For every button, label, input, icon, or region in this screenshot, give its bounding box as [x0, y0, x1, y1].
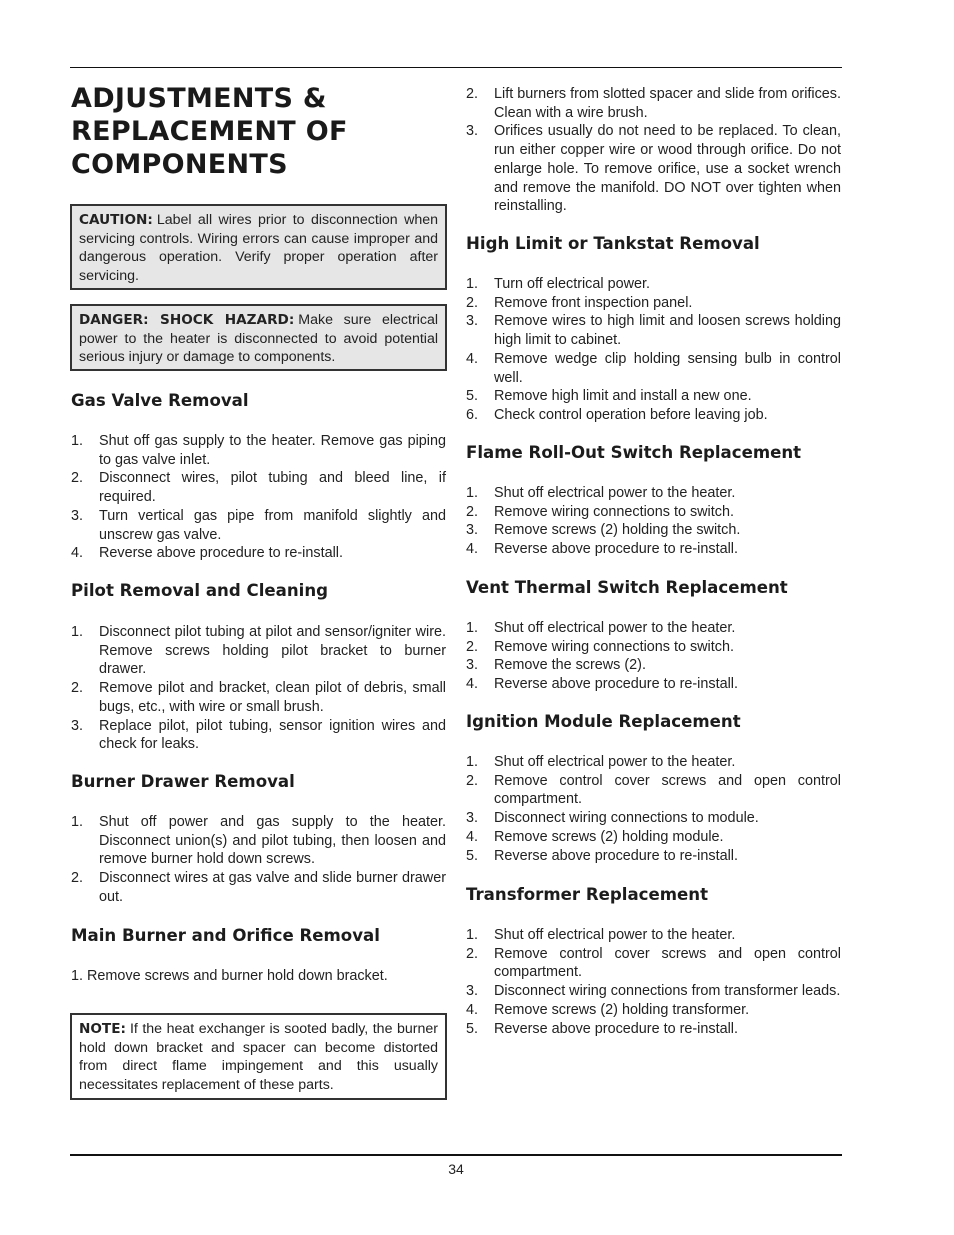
- step-number: 2.: [71, 680, 84, 697]
- step-text: Reverse above procedure to re-install.: [99, 545, 343, 562]
- step-item: [466, 828, 841, 847]
- step-item: [466, 772, 841, 809]
- gas-valve-steps: [71, 432, 446, 563]
- danger-text: Make sure electrical power to the heater is disconnected to avoid potential serious injury or damage to components.: [79, 312, 438, 366]
- step-item: [71, 469, 446, 506]
- step-item: [466, 982, 841, 1001]
- step-text: Turn vertical gas pipe from manifold slightly and unscrew gas valve.: [99, 507, 446, 543]
- step-text: Lift burners from slotted spacer and slide from orifices. Clean with a wire brush.: [494, 86, 841, 121]
- main-burner-step-1: 1. Remove screws and burner hold down bracket.: [71, 968, 388, 984]
- step-text: Remove control cover screws and open control compartment.: [494, 772, 841, 808]
- step-item: [466, 387, 841, 406]
- step-number: 1.: [466, 754, 479, 770]
- step-number: 3.: [71, 507, 84, 524]
- step-number: 1.: [71, 814, 84, 830]
- step-item: [71, 623, 446, 679]
- bottom-rule: [70, 1154, 842, 1156]
- step-number: 2.: [466, 86, 479, 102]
- note-box: [70, 1013, 447, 1100]
- step-number: 5.: [466, 1020, 479, 1037]
- step-number: 1.: [466, 485, 479, 501]
- step-item: [466, 275, 841, 294]
- flame-rollout-steps: [466, 484, 841, 559]
- ignition-heading: Ignition Module Replacement: [466, 712, 741, 731]
- step-text: Remove front inspection panel.: [494, 294, 693, 311]
- step-text: Orifices usually do not need to be replaced. To clean, run either copper wire or wood through orifice. Do not enlarge hole. To remove orifice, use a socket wrench and remove the manifold. DO NOT over tighten when reinstalling.: [494, 123, 841, 215]
- caution-label: CAUTION:: [79, 212, 153, 228]
- step-item: [466, 122, 841, 216]
- step-number: 1.: [466, 276, 479, 292]
- step-number: 4.: [466, 350, 479, 367]
- high-limit-steps: [466, 275, 841, 425]
- step-number: 3.: [466, 983, 479, 1000]
- transformer-steps: [466, 926, 841, 1038]
- gas-valve-heading: Gas Valve Removal: [71, 391, 249, 410]
- step-number: 3.: [466, 522, 479, 539]
- step-number: 4.: [466, 676, 479, 693]
- page-number: 34: [448, 1161, 464, 1177]
- step-text: Reverse above procedure to re-install.: [494, 847, 738, 864]
- step-number: 1.: [71, 624, 84, 640]
- step-text: Reverse above procedure to re-install.: [494, 541, 738, 558]
- pilot-steps: [71, 623, 446, 754]
- step-number: 3.: [71, 717, 84, 734]
- step-number: 2.: [466, 503, 479, 520]
- vent-thermal-steps: [466, 619, 841, 694]
- step-item: [71, 544, 446, 563]
- step-text: Remove wires to high limit and loosen screws holding high limit to cabinet.: [494, 313, 841, 349]
- step-item: [466, 638, 841, 657]
- step-item: [466, 619, 841, 638]
- step-item: [466, 540, 841, 559]
- step-number: 1.: [466, 620, 479, 636]
- danger-label: DANGER: SHOCK HAZARD:: [79, 312, 295, 328]
- step-item: [466, 312, 841, 349]
- step-item: [466, 85, 841, 122]
- note-label: NOTE:: [79, 1021, 126, 1037]
- step-text: Shut off electrical power to the heater.: [494, 754, 736, 770]
- step-item: [466, 753, 841, 772]
- step-text: Remove the screws (2).: [494, 657, 646, 674]
- step-item: [466, 350, 841, 387]
- step-item: [466, 675, 841, 694]
- vent-thermal-heading: Vent Thermal Switch Replacement: [466, 578, 788, 597]
- step-text: Remove pilot and bracket, clean pilot of debris, small bugs, etc., with wire or small brush.: [99, 680, 446, 715]
- step-number: 2.: [71, 870, 84, 887]
- step-text: Remove screws (2) holding transformer.: [494, 1001, 750, 1018]
- step-text: Shut off electrical power to the heater.: [494, 485, 736, 501]
- step-text: Remove screws (2) holding the switch.: [494, 522, 741, 539]
- step-item: [466, 406, 841, 425]
- step-number: 2.: [71, 470, 84, 487]
- step-item: [466, 656, 841, 675]
- step-number: 3.: [466, 657, 479, 674]
- step-text: Reverse above procedure to re-install.: [494, 676, 738, 693]
- step-number: 1.: [466, 927, 479, 943]
- step-text: Check control operation before leaving job.: [494, 406, 768, 423]
- step-number: 4.: [466, 1001, 479, 1018]
- ignition-steps: [466, 753, 841, 865]
- step-item: [466, 926, 841, 945]
- step-number: 5.: [466, 847, 479, 864]
- step-number: 6.: [466, 406, 479, 423]
- step-text: Remove control cover screws and open control compartment.: [494, 945, 841, 981]
- burner-drawer-heading: Burner Drawer Removal: [71, 772, 295, 791]
- step-item: [466, 503, 841, 522]
- step-text: Shut off electrical power to the heater.: [494, 620, 736, 636]
- step-text: Reverse above procedure to re-install.: [494, 1020, 738, 1037]
- step-item: [466, 1001, 841, 1020]
- step-text: Remove high limit and install a new one.: [494, 388, 752, 405]
- step-item: [71, 507, 446, 544]
- step-item: [71, 717, 446, 754]
- step-text: Shut off power and gas supply to the heater. Disconnect union(s) and pilot tubing, then loosen and remove burner hold down screws.: [99, 814, 446, 868]
- step-text: Disconnect pilot tubing at pilot and sensor/igniter wire. Remove screws holding pilot bracket to burner drawer.: [99, 624, 446, 678]
- step-number: 4.: [466, 541, 479, 558]
- step-item: [466, 809, 841, 828]
- step-text: Remove wiring connections to switch.: [494, 638, 734, 655]
- step-text: Disconnect wiring connections to module.: [494, 810, 759, 827]
- step-number: 1.: [71, 433, 84, 449]
- step-item: [466, 1020, 841, 1039]
- step-number: 4.: [71, 545, 84, 562]
- step-text: Disconnect wires, pilot tubing and bleed line, if required.: [99, 470, 446, 506]
- step-text: Disconnect wires at gas valve and slide burner drawer out.: [99, 870, 446, 905]
- note-text: If the heat exchanger is sooted badly, the burner hold down bracket and spacer can become distorted from direct flame impingement and this usually necessitates replacement of these parts.: [79, 1021, 438, 1094]
- caution-box: [70, 204, 447, 290]
- caution-text: Label all wires prior to disconnection when servicing controls. Wiring errors can cause improper and dangerous operation. Verify proper operation after servicing.: [79, 212, 438, 285]
- step-item: [71, 679, 446, 716]
- step-text: Disconnect wiring connections from transformer leads.: [494, 983, 841, 1000]
- step-item: [466, 294, 841, 313]
- top-rule: [70, 67, 842, 68]
- step-number: 2.: [466, 945, 479, 962]
- step-number: 3.: [466, 810, 479, 827]
- transformer-heading: Transformer Replacement: [466, 885, 709, 904]
- step-text: Shut off electrical power to the heater.: [494, 927, 736, 943]
- step-text: Remove wiring connections to switch.: [494, 503, 734, 520]
- main-burner-steps-continued: [466, 85, 841, 216]
- step-item: [466, 945, 841, 982]
- pilot-heading: Pilot Removal and Cleaning: [71, 581, 329, 600]
- step-item: [71, 869, 446, 906]
- step-number: 5.: [466, 388, 479, 405]
- step-number: 2.: [466, 294, 479, 311]
- step-number: 3.: [466, 123, 479, 140]
- step-item: [466, 847, 841, 866]
- burner-drawer-steps: [71, 813, 446, 907]
- step-item: [71, 813, 446, 869]
- step-text: Remove wedge clip holding sensing bulb in control well.: [494, 350, 841, 386]
- step-item: [466, 521, 841, 540]
- step-text: Turn off electrical power.: [494, 276, 650, 292]
- high-limit-heading: High Limit or Tankstat Removal: [466, 234, 760, 253]
- step-number: 2.: [466, 772, 479, 789]
- step-text: Replace pilot, pilot tubing, sensor ignition wires and check for leaks.: [99, 717, 446, 753]
- step-number: 4.: [466, 828, 479, 845]
- step-text: Shut off gas supply to the heater. Remove gas piping to gas valve inlet.: [99, 433, 446, 468]
- danger-box: [70, 304, 447, 371]
- step-text: Remove screws (2) holding module.: [494, 828, 724, 845]
- step-number: 2.: [466, 638, 479, 655]
- flame-rollout-heading: Flame Roll-Out Switch Replacement: [466, 443, 802, 462]
- page-title: ADJUSTMENTS & REPLACEMENT OF COMPONENTS: [71, 83, 348, 180]
- step-item: [466, 484, 841, 503]
- step-number: 3.: [466, 313, 479, 330]
- main-burner-heading: Main Burner and Orifice Removal: [71, 926, 380, 945]
- step-item: [71, 432, 446, 469]
